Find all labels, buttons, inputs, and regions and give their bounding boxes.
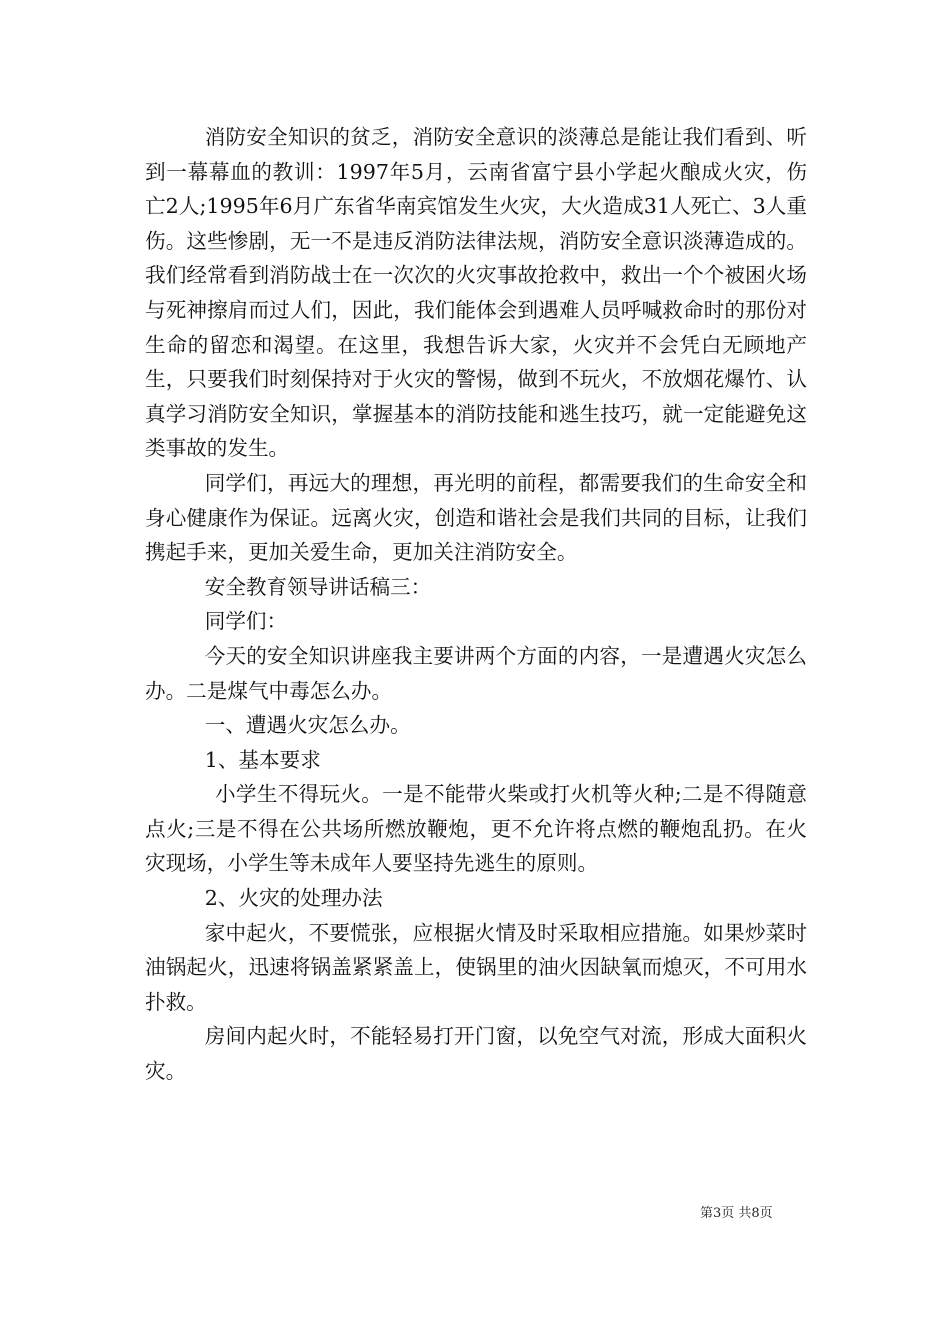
paragraph-fire-lessons: 消防安全知识的贫乏，消防安全意识的淡薄总是能让我们看到、听到一幕幕血的教训：1997年5月，云南省富宁县小学起火酿成火灾，伤亡2人;1995年6月广东省华南宾馆发生火灾，大火造成31人死亡、3人重伤。这些惨剧，无一不是违反消防法律法规，消防安全意识淡薄造成的。我们经常看到消防战士在一次次的火灾事故抢救中，救出一个个被困火场与死神擦肩而过人们，因此，我们能体会到遇难人员呼喊救命时的那份对生命的留恋和渴望。在这里，我想告诉大家，火灾并不会凭白无顾地产生，只要我们时刻保持对于火灾的警惕，做到不玩火，不放烟花爆竹、认真学习消防安全知识，掌握基本的消防技能和逃生技巧，就一定能避免这类事故的发生。 (145, 125, 807, 461)
speech-greeting: 同学们： (204, 609, 288, 634)
document-body (145, 120, 807, 1089)
paragraph-basic-requirements: 小学生不得玩火。一是不能带火柴或打火机等火种;二是不得随意点火;三是不得在公共场所燃放鞭炮，更不允许将点燃的鞭炮乱扔。在火灾现场，小学生等未成年人要坚持先逃生的原则。 (145, 782, 807, 876)
page-number-footer: 第3页 共8页 (700, 1206, 773, 1221)
subheading-fire-handling: 2、火灾的处理办法 (204, 886, 383, 911)
paragraph-lecture-intro: 今天的安全知识讲座我主要讲两个方面的内容，一是遭遇火灾怎么办。二是煤气中毒怎么办。 (145, 643, 807, 703)
section-heading-fire: 一、遭遇火灾怎么办。 (204, 713, 411, 738)
paragraph-room-fire: 房间内起火时，不能轻易打开门窗，以免空气对流，形成大面积火灾。 (145, 1024, 807, 1084)
paragraph-kitchen-fire: 家中起火，不要慌张，应根据火情及时采取相应措施。如果炒菜时油锅起火，迅速将锅盖紧紧盖上，使锅里的油火因缺氧而熄灭，不可用水扑救。 (145, 920, 807, 1014)
paragraph-call-to-action: 同学们，再远大的理想，再光明的前程，都需要我们的生命安全和身心健康作为保证。远离火灾，创造和谐社会是我们共同的目标，让我们携起手来，更加关爱生命，更加关注消防安全。 (145, 470, 807, 565)
subheading-basic-requirements: 1、基本要求 (204, 747, 321, 772)
speech-title: 安全教育领导讲话稿三： (204, 574, 432, 599)
